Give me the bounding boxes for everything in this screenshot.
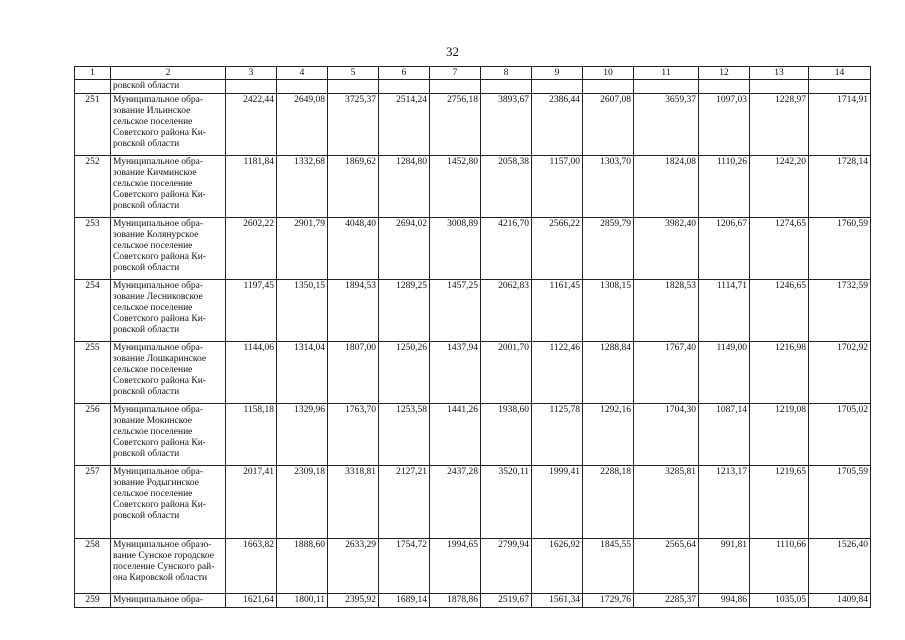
municipality-name: Муниципальное обра-зование Колянурское сельское поселение Советского района Ки-ровской области <box>111 218 226 280</box>
value-cell: 1125,78 <box>532 404 583 466</box>
value-cell: 1242,20 <box>750 156 809 218</box>
value-cell: 2633,29 <box>328 539 379 594</box>
value-cell: 1800,11 <box>277 594 328 608</box>
continuation-row <box>75 80 871 94</box>
value-cell: 1161,45 <box>532 280 583 342</box>
column-header: 6 <box>379 67 430 80</box>
table-row <box>75 539 871 594</box>
value-cell: 1158,18 <box>226 404 277 466</box>
value-cell: 1181,84 <box>226 156 277 218</box>
value-cell: 1807,00 <box>328 342 379 404</box>
value-cell: 1284,80 <box>379 156 430 218</box>
column-header: 12 <box>699 67 750 80</box>
value-cell: 1253,58 <box>379 404 430 466</box>
value-cell: 1087,14 <box>699 404 750 466</box>
continuation-text: ровской области <box>111 80 226 94</box>
value-cell: 1035,05 <box>750 594 809 608</box>
column-header: 4 <box>277 67 328 80</box>
value-cell: 2514,24 <box>379 94 430 156</box>
table-row <box>75 94 871 156</box>
value-cell: 1869,62 <box>328 156 379 218</box>
value-cell: 2565,64 <box>634 539 699 594</box>
value-cell: 1122,46 <box>532 342 583 404</box>
value-cell: 1110,26 <box>699 156 750 218</box>
column-header: 3 <box>226 67 277 80</box>
row-number: 257 <box>75 466 111 539</box>
column-header: 9 <box>532 67 583 80</box>
value-cell: 2859,79 <box>583 218 634 280</box>
value-cell: 1702,92 <box>809 342 871 404</box>
value-cell: 1452,80 <box>430 156 481 218</box>
value-cell: 2437,28 <box>430 466 481 539</box>
value-cell: 1994,65 <box>430 539 481 594</box>
value-cell: 1308,15 <box>583 280 634 342</box>
column-header: 14 <box>809 67 871 80</box>
row-number: 255 <box>75 342 111 404</box>
value-cell: 1561,34 <box>532 594 583 608</box>
value-cell: 1894,53 <box>328 280 379 342</box>
value-cell: 3659,37 <box>634 94 699 156</box>
row-number: 253 <box>75 218 111 280</box>
table-row <box>75 594 871 608</box>
value-cell: 1329,96 <box>277 404 328 466</box>
value-cell: 2062,83 <box>481 280 532 342</box>
column-header: 2 <box>111 67 226 80</box>
value-cell: 2309,18 <box>277 466 328 539</box>
value-cell: 2285,37 <box>634 594 699 608</box>
value-cell: 2519,67 <box>481 594 532 608</box>
municipality-name: Муниципальное обра-зование Лошкаринское сельское поселение Советского района Ки-ровской области <box>111 342 226 404</box>
row-number: 256 <box>75 404 111 466</box>
value-cell: 1845,55 <box>583 539 634 594</box>
value-cell: 1350,15 <box>277 280 328 342</box>
municipality-name: Муниципальное обра-зование Лесниковское сельское поселение Советского района Ки-ровской области <box>111 280 226 342</box>
value-cell: 1999,41 <box>532 466 583 539</box>
value-cell: 1213,17 <box>699 466 750 539</box>
value-cell: 1157,00 <box>532 156 583 218</box>
value-cell: 1828,53 <box>634 280 699 342</box>
value-cell: 1216,98 <box>750 342 809 404</box>
table-row <box>75 404 871 466</box>
value-cell: 1714,91 <box>809 94 871 156</box>
column-header: 10 <box>583 67 634 80</box>
value-cell: 2288,18 <box>583 466 634 539</box>
column-header: 5 <box>328 67 379 80</box>
value-cell: 1114,71 <box>699 280 750 342</box>
value-cell: 1441,26 <box>430 404 481 466</box>
value-cell: 1219,65 <box>750 466 809 539</box>
value-cell: 1824,08 <box>634 156 699 218</box>
column-header: 13 <box>750 67 809 80</box>
table-row <box>75 342 871 404</box>
municipality-name: Муниципальное обра- <box>111 594 226 608</box>
value-cell: 1754,72 <box>379 539 430 594</box>
value-cell: 3008,89 <box>430 218 481 280</box>
value-cell: 2395,92 <box>328 594 379 608</box>
value-cell: 2566,22 <box>532 218 583 280</box>
value-cell: 1763,70 <box>328 404 379 466</box>
value-cell: 1288,84 <box>583 342 634 404</box>
value-cell: 1219,08 <box>750 404 809 466</box>
row-number: 251 <box>75 94 111 156</box>
municipality-name: Муниципальное обра-зование Родыгинское сельское поселение Советского района Ки-ровской области <box>111 466 226 539</box>
value-cell: 1938,60 <box>481 404 532 466</box>
municipality-name: Муниципальное обра-зование Ильинское сельское поселение Советского района Ки-ровской области <box>111 94 226 156</box>
value-cell: 3520,11 <box>481 466 532 539</box>
column-header: 1 <box>75 67 111 80</box>
value-cell: 1526,40 <box>809 539 871 594</box>
value-cell: 2058,38 <box>481 156 532 218</box>
value-cell: 1705,02 <box>809 404 871 466</box>
value-cell: 1228,97 <box>750 94 809 156</box>
value-cell: 1206,67 <box>699 218 750 280</box>
value-cell: 1144,06 <box>226 342 277 404</box>
value-cell: 2001,70 <box>481 342 532 404</box>
value-cell: 1314,04 <box>277 342 328 404</box>
header-row <box>75 67 871 80</box>
value-cell: 2607,08 <box>583 94 634 156</box>
value-cell: 1728,14 <box>809 156 871 218</box>
municipality-name: Муниципальное обра-зование Мокинское сельское поселение Советского района Ки-ровской области <box>111 404 226 466</box>
value-cell: 1626,92 <box>532 539 583 594</box>
value-cell: 1760,59 <box>809 218 871 280</box>
value-cell: 2901,79 <box>277 218 328 280</box>
row-number: 254 <box>75 280 111 342</box>
value-cell: 3725,37 <box>328 94 379 156</box>
value-cell: 1705,59 <box>809 466 871 539</box>
row-number: 259 <box>75 594 111 608</box>
value-cell: 1621,64 <box>226 594 277 608</box>
value-cell: 1250,26 <box>379 342 430 404</box>
column-header: 8 <box>481 67 532 80</box>
value-cell: 2602,22 <box>226 218 277 280</box>
value-cell: 1149,00 <box>699 342 750 404</box>
value-cell: 2127,21 <box>379 466 430 539</box>
value-cell: 1246,65 <box>750 280 809 342</box>
value-cell: 2649,08 <box>277 94 328 156</box>
value-cell: 3318,81 <box>328 466 379 539</box>
value-cell: 2422,44 <box>226 94 277 156</box>
value-cell: 1729,76 <box>583 594 634 608</box>
value-cell: 1663,82 <box>226 539 277 594</box>
row-number: 258 <box>75 539 111 594</box>
value-cell: 1888,60 <box>277 539 328 594</box>
value-cell: 991,81 <box>699 539 750 594</box>
value-cell: 2799,94 <box>481 539 532 594</box>
value-cell: 1197,45 <box>226 280 277 342</box>
value-cell: 2694,02 <box>379 218 430 280</box>
value-cell: 1878,86 <box>430 594 481 608</box>
municipality-name: Муниципальное обра-зование Кичминское сельское поселение Советского района Ки-ровской области <box>111 156 226 218</box>
value-cell: 1303,70 <box>583 156 634 218</box>
table-row <box>75 280 871 342</box>
page-number: 32 <box>446 44 459 59</box>
value-cell: 2017,41 <box>226 466 277 539</box>
value-cell: 1110,66 <box>750 539 809 594</box>
value-cell: 3982,40 <box>634 218 699 280</box>
table-row <box>75 466 871 539</box>
value-cell: 1457,25 <box>430 280 481 342</box>
value-cell: 1409,84 <box>809 594 871 608</box>
data-table <box>74 66 871 608</box>
value-cell: 1704,30 <box>634 404 699 466</box>
value-cell: 1274,65 <box>750 218 809 280</box>
value-cell: 1289,25 <box>379 280 430 342</box>
value-cell: 994,86 <box>699 594 750 608</box>
column-header: 7 <box>430 67 481 80</box>
value-cell: 1097,03 <box>699 94 750 156</box>
value-cell: 4048,40 <box>328 218 379 280</box>
row-number: 252 <box>75 156 111 218</box>
value-cell: 4216,70 <box>481 218 532 280</box>
table-row <box>75 156 871 218</box>
value-cell: 3285,81 <box>634 466 699 539</box>
value-cell: 3893,67 <box>481 94 532 156</box>
value-cell: 2386,44 <box>532 94 583 156</box>
value-cell: 1767,40 <box>634 342 699 404</box>
value-cell: 1292,16 <box>583 404 634 466</box>
table-row <box>75 218 871 280</box>
column-header: 11 <box>634 67 699 80</box>
value-cell: 2756,18 <box>430 94 481 156</box>
value-cell: 1732,59 <box>809 280 871 342</box>
value-cell: 1689,14 <box>379 594 430 608</box>
value-cell: 1332,68 <box>277 156 328 218</box>
value-cell: 1437,94 <box>430 342 481 404</box>
municipality-name: Муниципальное образо-вание Сунское городское поселение Сунского рай-она Кировской области <box>111 539 226 594</box>
